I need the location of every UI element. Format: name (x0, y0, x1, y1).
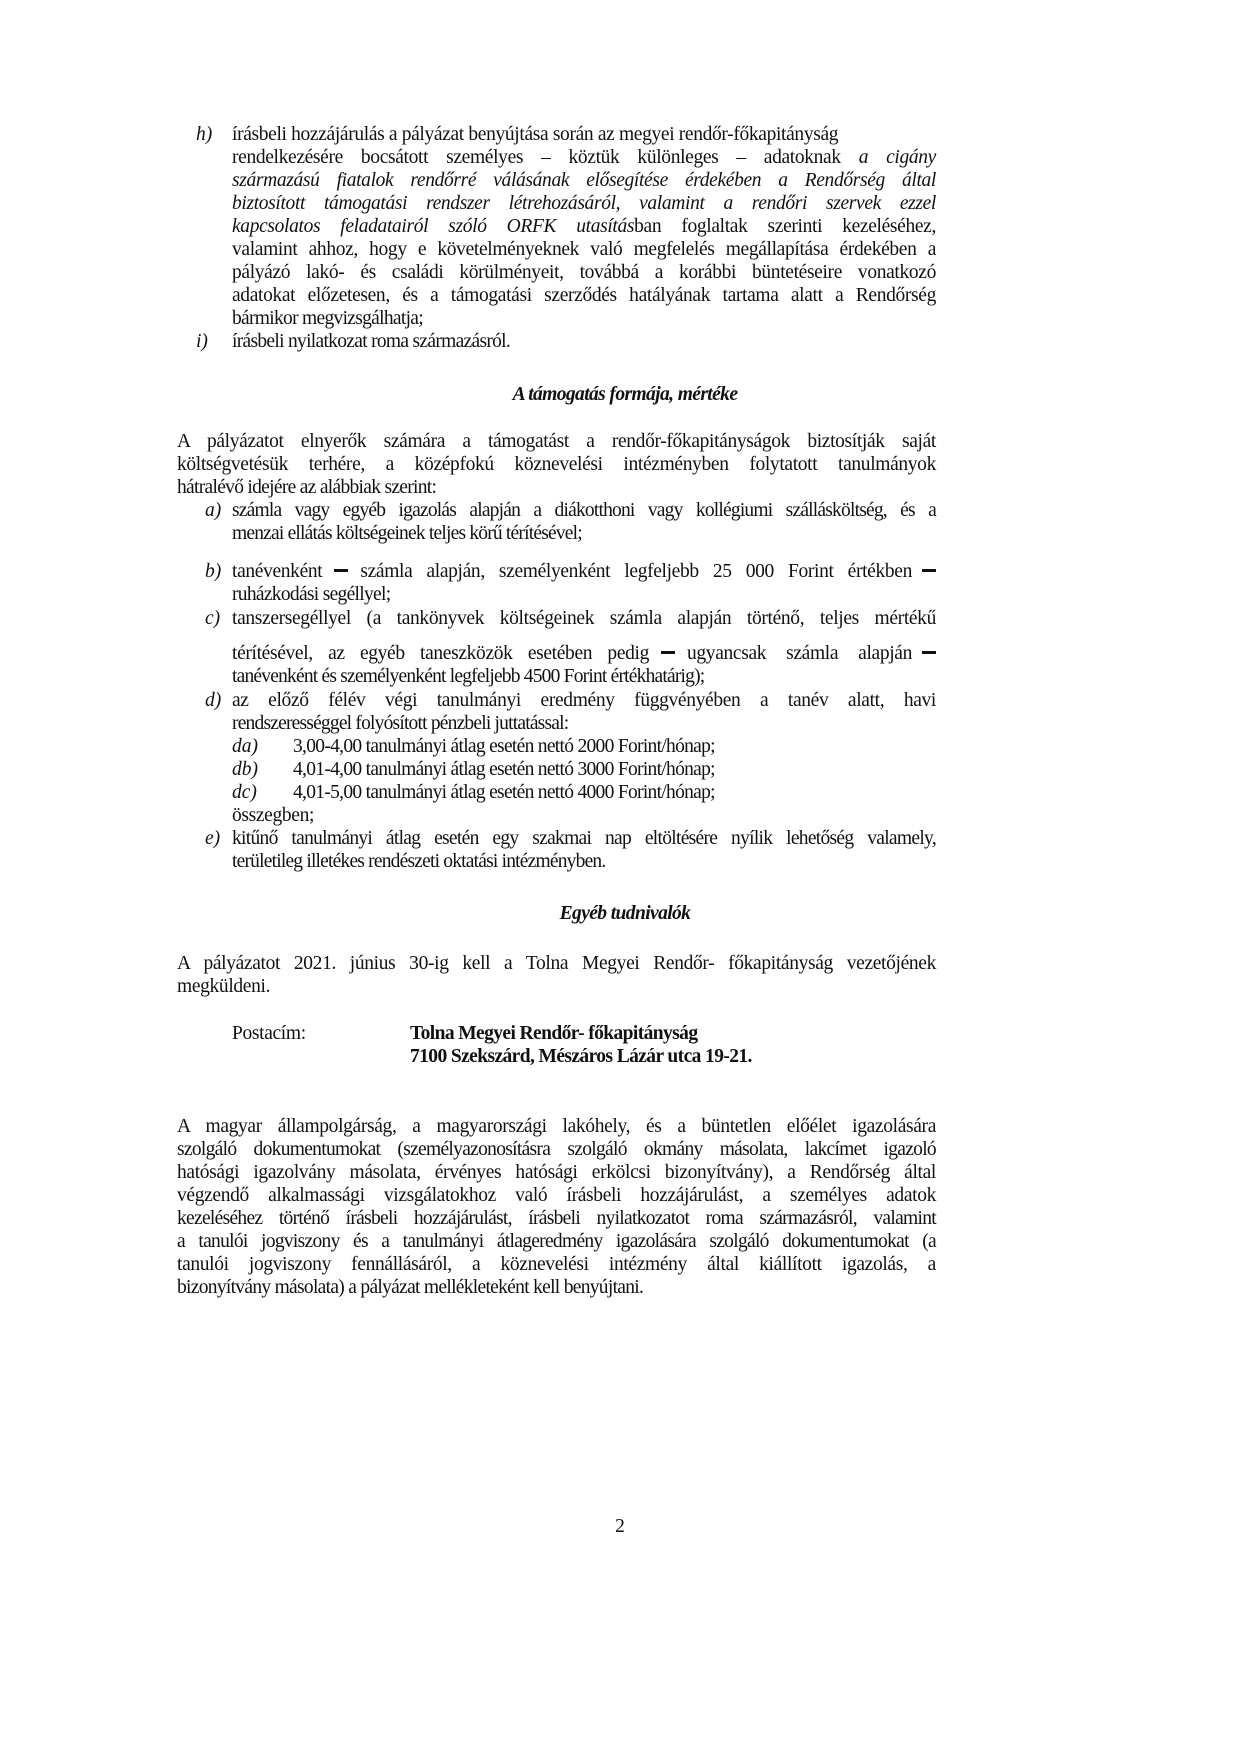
postal-address-line-1: Tolna Megyei Rendőr- főkapitányság (410, 1023, 698, 1044)
sublist-label-db: db) (232, 759, 258, 780)
text: rendelkezésére bocsátott személyes – köztük különleges – adatoknak (232, 147, 859, 168)
list-label-d: d) (205, 690, 222, 711)
list-h-line-8: adatokat előzetesen, és a támogatási szerződés hatályának tartama alatt a Rendőrség (232, 285, 936, 306)
attachments-line-2: szolgáló dokumentumokat (személyazonosításra szolgáló okmány másolata, lakcímet igazoló (177, 1139, 936, 1160)
item-b-line-1 (232, 561, 936, 584)
item-c-line-2 (232, 643, 936, 666)
item-d-line-2: rendszerességgel folyósított pénzbeli juttatással: (232, 713, 569, 734)
item-d-tail: összegben; (232, 805, 315, 826)
text: írásbeli hozzájárulás a pályázat benyújtása során az megyei rendőr-főkapitányság (232, 124, 839, 145)
list-h-line-6: valamint ahhoz, hogy e követelményeknek való megfelelés megállapítása érdekében a (232, 239, 936, 260)
attachments-line-4: végzendő alkalmassági vizsgálatokhoz való írásbeli hozzájárulást, a személyes adatok (177, 1185, 936, 1206)
list-label-c: c) (205, 608, 221, 629)
list-h-line-1 (232, 124, 936, 147)
list-label-h: h) (196, 124, 213, 145)
attachments-line-1: A magyar állampolgárság, a magyarországi lakóhely, és a büntetlen előélet igazolására (177, 1116, 936, 1137)
list-label-b: b) (205, 561, 222, 582)
sublist-db-text: 4,01-4,00 tanulmányi átlag esetén nettó 3000 Forint/hónap; (293, 759, 715, 780)
list-h-line-9: bármikor megvizsgálhatja; (232, 308, 423, 329)
item-e-line-1: kitűnő tanulmányi átlag esetén egy szakmai nap eltöltésére nyílik lehetőség valamely, (232, 828, 936, 849)
sublist-label-da: da) (232, 736, 258, 757)
section-heading-support-form: A támogatás formája, mértéke (512, 384, 738, 405)
list-h-line-5 (232, 216, 936, 239)
sublist-da-text: 3,00-4,00 tanulmányi átlag esetén nettó 2000 Forint/hónap; (293, 736, 715, 757)
postal-address-line-2: 7100 Szekszárd, Mészáros Lázár utca 19-21. (410, 1046, 752, 1067)
italic-text: a cigány (858, 147, 936, 168)
dash-icon (922, 569, 936, 572)
intro-line-1: A pályázatot elnyerők számára a támogatást a rendőr-főkapitányságok biztosítják saját (177, 431, 936, 452)
text: ban foglaltak szerinti kezeléséhez, (634, 216, 936, 237)
attachments-line-3: hatósági igazolvány másolata, érvényes hatósági erkölcsi bizonyítvány), a Rendőrség által (177, 1162, 936, 1183)
list-h-line-7: pályázó lakó- és családi körülményeit, továbbá a korábbi büntetéseire vonatkozó (232, 262, 936, 283)
text: tanévenként (232, 561, 323, 582)
attachments-line-5: kezeléséhez történő írásbeli hozzájárulást, írásbeli nyilatkozatot roma származásról, valamint (177, 1208, 936, 1229)
item-b-line-2: ruházkodási segéllyel; (232, 584, 391, 605)
dash-icon (661, 651, 675, 654)
sublist-label-dc: dc) (232, 782, 257, 803)
list-label-i: i) (196, 331, 208, 352)
list-h-line-3: származású fiatalok rendőrré válásának elősegítése érdekében a Rendőrség által (232, 170, 936, 191)
list-h-line-2 (232, 147, 936, 170)
text: számla alapján, személyenként legfeljebb 25 000 Forint értékben (360, 561, 912, 582)
list-label-e: e) (205, 828, 221, 849)
text: ugyancsak számla alapján (687, 643, 912, 664)
text: térítésével, az egyéb taneszközök esetében pedig (232, 643, 649, 664)
dash-icon (922, 651, 936, 654)
section-heading-other-info: Egyéb tudnivalók (559, 903, 691, 924)
attachments-line-7: tanulói jogviszony fennállásáról, a köznevelési intézmény által kiállított igazolás, a (177, 1254, 936, 1275)
item-d-line-1: az előző félév végi tanulmányi eredmény függvényében a tanév alatt, havi (232, 690, 936, 711)
italic-text: kapcsolatos feladatairól szóló ORFK utasítás (232, 216, 635, 237)
page-number: 2 (615, 1516, 625, 1537)
list-label-a: a) (205, 500, 222, 521)
item-e-line-2: területileg illetékes rendészeti oktatási intézményben. (232, 851, 606, 872)
intro-line-3: hátralévő idejére az alábbiak szerint: (177, 477, 437, 498)
item-a-line-1: számla vagy egyéb igazolás alapján a diákotthoni vagy kollégiumi szállásköltség, és a (232, 500, 936, 521)
sublist-dc-text: 4,01-5,00 tanulmányi átlag esetén nettó 4000 Forint/hónap; (293, 782, 715, 803)
item-c-line-3: tanévenként és személyenként legfeljebb 4500 Forint értékhatárig); (232, 666, 705, 687)
attachments-line-6: a tanulói jogviszony és a tanulmányi átlageredmény igazolására szolgáló dokumentumokat (a (177, 1231, 936, 1252)
deadline-line-1: A pályázatot 2021. június 30-ig kell a Tolna Megyei Rendőr- főkapitányság vezetőjének (177, 953, 936, 974)
deadline-line-2: megküldeni. (177, 976, 271, 997)
attachments-line-8: bizonyítvány másolata) a pályázat mellékleteként kell benyújtani. (177, 1277, 644, 1298)
item-a-line-2: menzai ellátás költségeinek teljes körű térítésével; (232, 523, 582, 544)
intro-line-2: költségvetésük terhére, a középfokú köznevelési intézményben folytatott tanulmányok (177, 454, 936, 475)
dash-icon (334, 569, 348, 572)
list-h-line-4: biztosított támogatási rendszer létrehozásáról, valamint a rendőri szervek ezzel (232, 193, 936, 214)
postal-label: Postacím: (232, 1023, 306, 1044)
item-c-line-1: tanszersegéllyel (a tankönyvek költségeinek számla alapján történő, teljes mértékű (232, 608, 936, 629)
list-i-text: írásbeli nyilatkozat roma származásról. (232, 331, 511, 352)
